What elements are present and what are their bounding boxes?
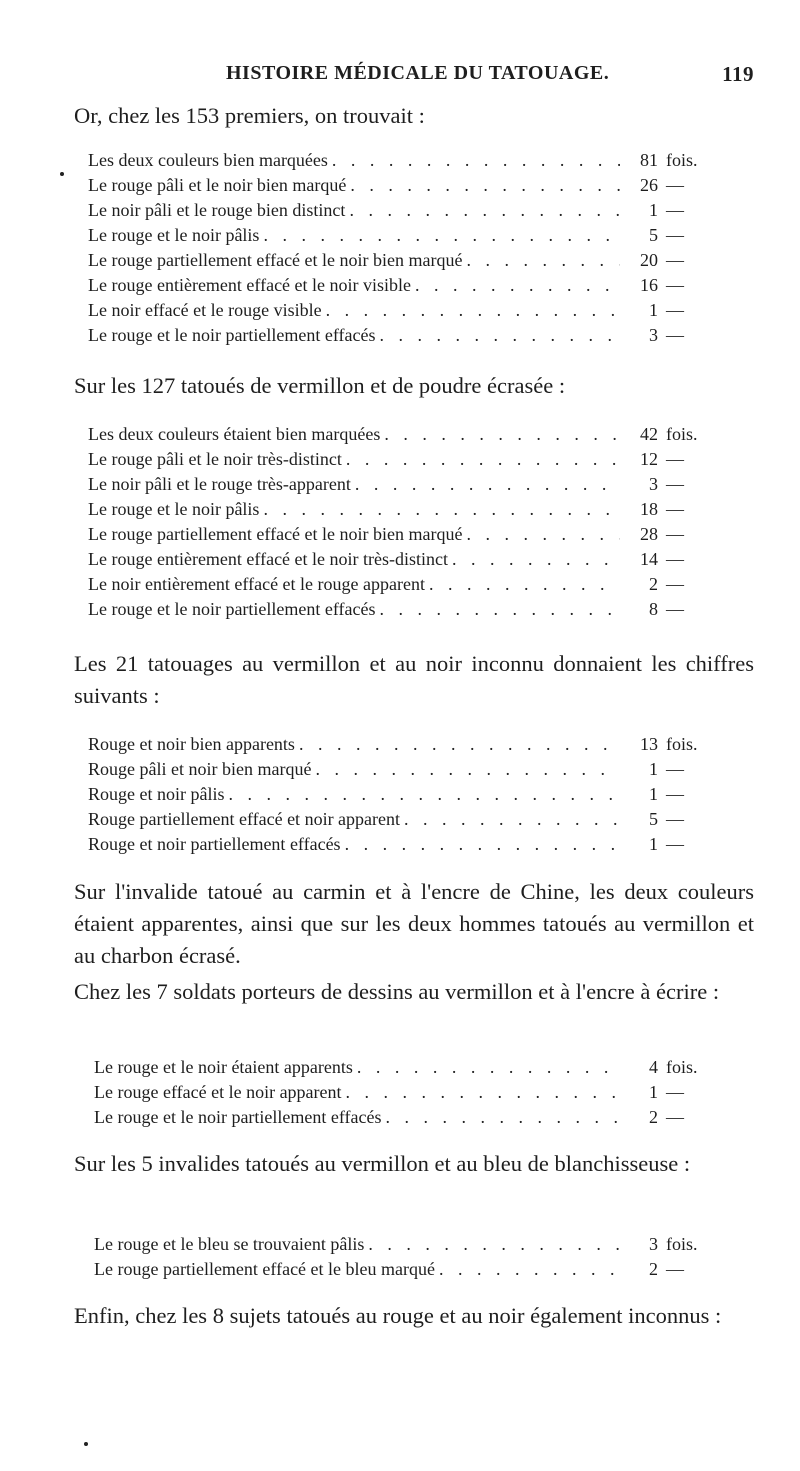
row-value: 42 bbox=[640, 424, 658, 444]
row-label: Le rouge partiellement effacé et le bleu marqué bbox=[94, 1259, 435, 1279]
row-unit: — bbox=[666, 175, 684, 195]
section-intro: Sur les 5 invalides tatoués au vermillon et au bleu de blanchisseuse : bbox=[74, 1151, 691, 1176]
tally-row bbox=[88, 422, 714, 447]
ink-speck bbox=[60, 172, 64, 176]
leader-dots bbox=[429, 572, 620, 597]
row-unit: — bbox=[666, 1107, 684, 1127]
tally-row bbox=[88, 497, 714, 522]
leader-dots bbox=[263, 223, 620, 248]
row-value: 26 bbox=[640, 175, 658, 195]
row-value: 1 bbox=[649, 784, 658, 804]
tally-row bbox=[88, 832, 714, 857]
tally-row bbox=[88, 198, 714, 223]
row-label: Rouge et noir partiellement effacés bbox=[88, 834, 341, 854]
running-title: HISTOIRE MÉDICALE DU TATOUAGE. bbox=[226, 62, 610, 84]
leader-dots bbox=[439, 1257, 620, 1282]
row-value: 18 bbox=[640, 499, 658, 519]
row-value: 13 bbox=[640, 734, 658, 754]
section-intro: Sur l'invalide tatoué au carmin et à l'encre de Chine, les deux couleurs étaient apparentes, ainsi que sur les deux hommes tatoués au vermillon et au charbon écrasé. bbox=[74, 879, 754, 968]
row-value: 1 bbox=[649, 300, 658, 320]
row-unit: fois. bbox=[666, 1234, 698, 1254]
tally-row bbox=[88, 472, 714, 497]
tally-row bbox=[88, 447, 714, 472]
row-unit: — bbox=[666, 225, 684, 245]
section-intro: Sur les 127 tatoués de vermillon et de poudre écrasée : bbox=[74, 373, 566, 398]
page-number: 119 bbox=[722, 62, 754, 86]
leader-dots bbox=[346, 447, 620, 472]
section-intro: Les 21 tatouages au vermillon et au noir inconnu donnaient les chiffres suivants : bbox=[74, 651, 754, 708]
tally-list bbox=[88, 422, 714, 622]
row-unit: fois. bbox=[666, 150, 698, 170]
row-value: 28 bbox=[640, 524, 658, 544]
leader-dots bbox=[349, 198, 620, 223]
leader-dots bbox=[368, 1232, 620, 1257]
row-value: 1 bbox=[649, 759, 658, 779]
row-unit: — bbox=[666, 759, 684, 779]
row-value: 20 bbox=[640, 250, 658, 270]
tally-row bbox=[88, 597, 714, 622]
section-intro: Chez les 7 soldats porteurs de dessins au vermillon et à l'encre à écrire : bbox=[74, 979, 720, 1004]
row-value: 3 bbox=[649, 474, 658, 494]
leader-dots bbox=[315, 757, 620, 782]
leader-dots bbox=[404, 807, 620, 832]
row-label: Rouge et noir pâlis bbox=[88, 784, 225, 804]
row-label: Les deux couleurs bien marquées bbox=[88, 150, 328, 170]
tally-row bbox=[88, 732, 714, 757]
row-unit: — bbox=[666, 499, 684, 519]
row-unit: — bbox=[666, 599, 684, 619]
leader-dots bbox=[355, 472, 620, 497]
leader-dots bbox=[326, 298, 620, 323]
tally-row bbox=[88, 572, 714, 597]
leader-dots bbox=[380, 597, 620, 622]
row-unit: — bbox=[666, 325, 684, 345]
row-label: Le rouge et le bleu se trouvaient pâlis bbox=[94, 1234, 365, 1254]
tally-row bbox=[88, 547, 714, 572]
row-label: Les deux couleurs étaient bien marquées bbox=[88, 424, 381, 444]
tally-row bbox=[88, 148, 714, 173]
tally-row bbox=[88, 522, 714, 547]
row-label: Le rouge et le noir pâlis bbox=[88, 225, 260, 245]
row-unit: — bbox=[666, 300, 684, 320]
row-unit: — bbox=[666, 574, 684, 594]
leader-dots bbox=[466, 522, 620, 547]
leader-dots bbox=[346, 1080, 620, 1105]
tally-row bbox=[88, 757, 714, 782]
leader-dots bbox=[299, 732, 620, 757]
tally-row bbox=[88, 782, 714, 807]
row-unit: — bbox=[666, 524, 684, 544]
leader-dots bbox=[350, 173, 620, 198]
tally-list bbox=[94, 1232, 714, 1282]
row-value: 12 bbox=[640, 449, 658, 469]
row-unit: — bbox=[666, 449, 684, 469]
section-intro: Enfin, chez les 8 sujets tatoués au rouge et au noir également inconnus : bbox=[74, 1303, 722, 1328]
row-value: 16 bbox=[640, 275, 658, 295]
row-value: 2 bbox=[649, 1107, 658, 1127]
section-intro: Or, chez les 153 premiers, on trouvait : bbox=[74, 103, 425, 128]
leader-dots bbox=[384, 422, 620, 447]
row-unit: fois. bbox=[666, 1057, 698, 1077]
row-value: 3 bbox=[649, 325, 658, 345]
row-value: 5 bbox=[649, 225, 658, 245]
tally-row bbox=[94, 1055, 714, 1080]
row-value: 14 bbox=[640, 549, 658, 569]
row-label: Le noir pâli et le rouge très-apparent bbox=[88, 474, 351, 494]
row-label: Le rouge partiellement effacé et le noir bien marqué bbox=[88, 524, 463, 544]
row-label: Rouge partiellement effacé et noir apparent bbox=[88, 809, 401, 829]
row-value: 81 bbox=[640, 150, 658, 170]
leader-dots bbox=[263, 497, 620, 522]
row-unit: fois. bbox=[666, 424, 698, 444]
row-unit: — bbox=[666, 200, 684, 220]
row-label: Le rouge et le noir partiellement effacés bbox=[94, 1107, 382, 1127]
row-unit: — bbox=[666, 784, 684, 804]
leader-dots bbox=[386, 1105, 620, 1130]
row-label: Le rouge et le noir étaient apparents bbox=[94, 1057, 353, 1077]
ink-speck bbox=[84, 1442, 88, 1446]
row-label: Le rouge partiellement effacé et le noir bien marqué bbox=[88, 250, 463, 270]
row-label: Le rouge et le noir partiellement effacés bbox=[88, 325, 376, 345]
tally-row bbox=[88, 248, 714, 273]
row-value: 1 bbox=[649, 834, 658, 854]
row-value: 3 bbox=[649, 1234, 658, 1254]
row-label: Le rouge et le noir partiellement effacés bbox=[88, 599, 376, 619]
row-value: 8 bbox=[649, 599, 658, 619]
leader-dots bbox=[452, 547, 620, 572]
leader-dots bbox=[380, 323, 620, 348]
row-unit: — bbox=[666, 250, 684, 270]
row-unit: — bbox=[666, 474, 684, 494]
row-label: Le noir pâli et le rouge bien distinct bbox=[88, 200, 346, 220]
row-value: 2 bbox=[649, 1259, 658, 1279]
row-value: 2 bbox=[649, 574, 658, 594]
leader-dots bbox=[345, 832, 620, 857]
row-label: Le rouge pâli et le noir bien marqué bbox=[88, 175, 347, 195]
tally-list bbox=[94, 1055, 714, 1130]
tally-row bbox=[88, 273, 714, 298]
row-value: 4 bbox=[649, 1057, 658, 1077]
row-unit: — bbox=[666, 275, 684, 295]
row-unit: — bbox=[666, 809, 684, 829]
row-label: Le noir effacé et le rouge visible bbox=[88, 300, 322, 320]
row-unit: — bbox=[666, 1259, 684, 1279]
row-value: 1 bbox=[649, 1082, 658, 1102]
tally-row bbox=[94, 1232, 714, 1257]
row-unit: fois. bbox=[666, 734, 698, 754]
row-value: 5 bbox=[649, 809, 658, 829]
leader-dots bbox=[228, 782, 620, 807]
row-label: Le noir entièrement effacé et le rouge apparent bbox=[88, 574, 425, 594]
tally-list bbox=[88, 732, 714, 857]
leader-dots bbox=[357, 1055, 620, 1080]
tally-row bbox=[88, 323, 714, 348]
leader-dots bbox=[332, 148, 620, 173]
row-unit: — bbox=[666, 549, 684, 569]
row-label: Le rouge et le noir pâlis bbox=[88, 499, 260, 519]
tally-row bbox=[88, 807, 714, 832]
tally-row bbox=[94, 1080, 714, 1105]
row-label: Rouge et noir bien apparents bbox=[88, 734, 295, 754]
tally-row bbox=[88, 173, 714, 198]
tally-row bbox=[88, 298, 714, 323]
tally-row bbox=[94, 1105, 714, 1130]
leader-dots bbox=[415, 273, 620, 298]
leader-dots bbox=[466, 248, 620, 273]
tally-row bbox=[88, 223, 714, 248]
row-label: Le rouge pâli et le noir très-distinct bbox=[88, 449, 342, 469]
tally-list bbox=[88, 148, 714, 348]
row-unit: — bbox=[666, 1082, 684, 1102]
row-label: Le rouge entièrement effacé et le noir très-distinct bbox=[88, 549, 448, 569]
row-label: Rouge pâli et noir bien marqué bbox=[88, 759, 312, 779]
row-unit: — bbox=[666, 834, 684, 854]
row-label: Le rouge entièrement effacé et le noir visible bbox=[88, 275, 412, 295]
row-value: 1 bbox=[649, 200, 658, 220]
row-label: Le rouge effacé et le noir apparent bbox=[94, 1082, 342, 1102]
tally-row bbox=[94, 1257, 714, 1282]
